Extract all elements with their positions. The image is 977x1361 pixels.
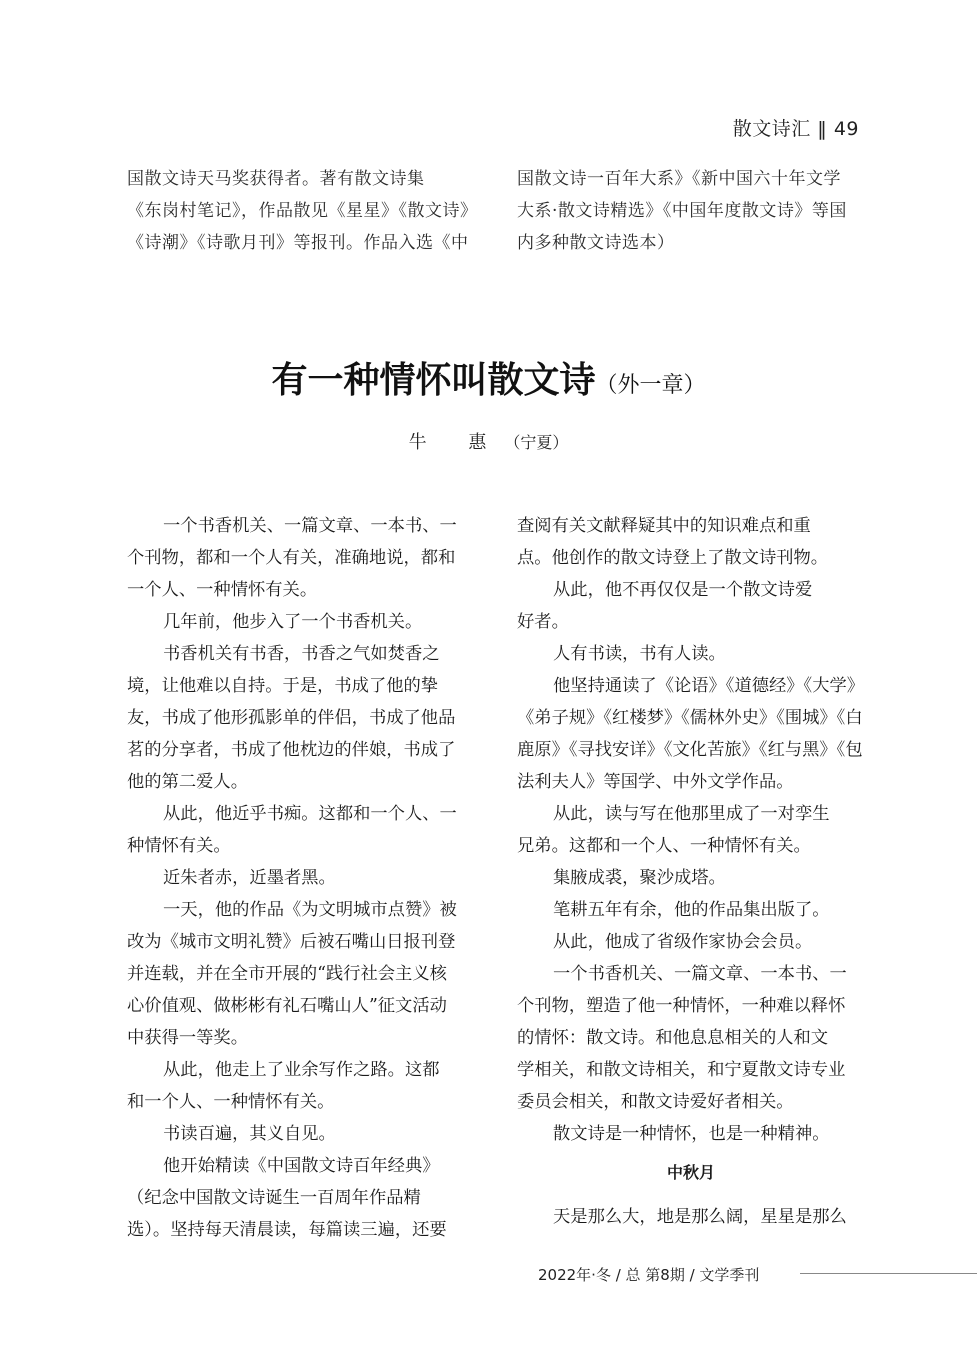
text-line: （纪念中国散文诗诞生一百周年作品精 xyxy=(127,1188,421,1208)
text-line: 天是那么大，地是那么阔，星星是那么 xyxy=(553,1207,847,1227)
body-column-right xyxy=(517,510,865,1233)
text-line: 和一个人、一种情怀有关。 xyxy=(127,1092,335,1112)
right-column-lines xyxy=(517,510,865,1150)
text-line: 查阅有关文献释疑其中的知识难点和重 xyxy=(517,516,811,536)
bio-line: 大系·散文诗精选》《中国年度散文诗》等国 xyxy=(517,201,847,221)
text-line: 从此，读与写在他那里成了一对孪生 xyxy=(553,804,830,824)
text-line: 好者。 xyxy=(517,612,569,632)
text-line: 鹿原》《寻找安详》《文化苦旅》《红与黑》《包 xyxy=(517,740,863,760)
bio-line: 国散文诗天马奖获得者。著有散文诗集 xyxy=(127,169,425,189)
text-line: 他开始精读《中国散文诗百年经典》 xyxy=(163,1156,440,1176)
author-region: （宁夏） xyxy=(504,433,569,452)
text-line: 散文诗是一种情怀，也是一种精神。 xyxy=(553,1124,830,1144)
text-line: 人有书读，书有人读。 xyxy=(553,644,726,664)
text-line: 一个书香机关、一篇文章、一本书、一 xyxy=(163,516,457,536)
text-line: 茗的分享者，书成了他枕边的伴娘，书成了 xyxy=(127,740,456,760)
bio-line: 国散文诗一百年大系》《新中国六十年文学 xyxy=(517,169,841,189)
text-line: 中获得一等奖。 xyxy=(127,1028,248,1048)
text-line: 集腋成裘，聚沙成塔。 xyxy=(553,868,726,888)
bio-line: 内多种散文诗选本） xyxy=(517,233,675,253)
text-line: 从此，他不再仅仅是一个散文诗爱 xyxy=(553,580,813,600)
text-line: 委员会相关，和散文诗爱好者相关。 xyxy=(517,1092,794,1112)
section-heading: 中秋月 xyxy=(666,1163,715,1182)
text-line: 个刊物，塑造了他一种情怀，一种难以释怀 xyxy=(517,996,846,1016)
footer-rule xyxy=(800,1273,977,1274)
text-line: 《弟子规》《红楼梦》《儒林外史》《围城》《白 xyxy=(517,708,863,728)
article-title-main: 有一种情怀叫散文诗 xyxy=(271,360,596,401)
bio-line: 《诗潮》《诗歌月刊》等报刊。作品入选《中 xyxy=(127,233,469,253)
text-line: 从此，他走上了业余写作之路。这都 xyxy=(163,1060,440,1080)
text-line: 境，让他难以自持。于是，书成了他的挚 xyxy=(127,676,439,696)
text-line: 法利夫人》等国学、中外文学作品。 xyxy=(517,772,794,792)
text-line: 几年前，他步入了一个书香机关。 xyxy=(163,612,423,632)
body-column-left xyxy=(127,510,475,1246)
text-line: 并连载，并在全市开展的“践行社会主义核 xyxy=(127,964,447,984)
text-line: 从此，他成了省级作家协会会员。 xyxy=(553,932,813,952)
text-line: 从此，他近乎书痴。这都和一个人、一 xyxy=(163,804,457,824)
text-line: 兄弟。这都和一个人、一种情怀有关。 xyxy=(517,836,811,856)
text-line: 他的第二爱人。 xyxy=(127,772,248,792)
page-footer: 2022年·冬 / 总 第8期 / 文学季刊 xyxy=(538,1266,760,1284)
text-line: 种情怀有关。 xyxy=(127,836,231,856)
text-line: 书读百遍，其义自见。 xyxy=(163,1124,336,1144)
text-line: 近朱者赤，近墨者黑。 xyxy=(163,868,336,888)
text-line: 一天，他的作品《为文明城市点赞》被 xyxy=(163,900,457,920)
article-title xyxy=(0,352,977,403)
text-line: 友，书成了他形孤影单的伴侣，书成了他品 xyxy=(127,708,456,728)
article-subtitle: （外一章） xyxy=(595,373,706,398)
text-line: 一个书香机关、一篇文章、一本书、一 xyxy=(553,964,847,984)
author-bio-right xyxy=(517,163,867,259)
text-line: 书香机关有书香，书香之气如焚香之 xyxy=(163,644,440,664)
text-line: 选）。坚持每天清晨读，每篇读三遍，还要 xyxy=(127,1220,447,1240)
text-line: 他坚持通读了《论语》《道德经》《大学》 xyxy=(553,676,865,696)
text-line: 改为《城市文明礼赞》后被石嘴山日报刊登 xyxy=(127,932,456,952)
running-header: 散文诗汇 ‖ 49 xyxy=(732,118,859,140)
author-bio-left xyxy=(127,163,477,259)
text-line: 学相关，和散文诗相关，和宁夏散文诗专业 xyxy=(517,1060,846,1080)
text-line: 个刊物，都和一个人有关，准确地说，都和 xyxy=(127,548,456,568)
author-name: 牛 惠 xyxy=(408,432,505,453)
text-line: 的情怀：散文诗。和他息息相关的人和文 xyxy=(517,1028,829,1048)
article-byline xyxy=(0,428,977,454)
bio-line: 《东岗村笔记》，作品散见《星星》《散文诗》 xyxy=(127,201,478,221)
text-line: 一个人、一种情怀有关。 xyxy=(127,580,318,600)
text-line: 心价值观、做彬彬有礼石嘴山人”征文活动 xyxy=(127,996,447,1016)
text-line: 点。他创作的散文诗登上了散文诗刊物。 xyxy=(517,548,829,568)
text-line: 笔耕五年有余，他的作品集出版了。 xyxy=(553,900,830,920)
